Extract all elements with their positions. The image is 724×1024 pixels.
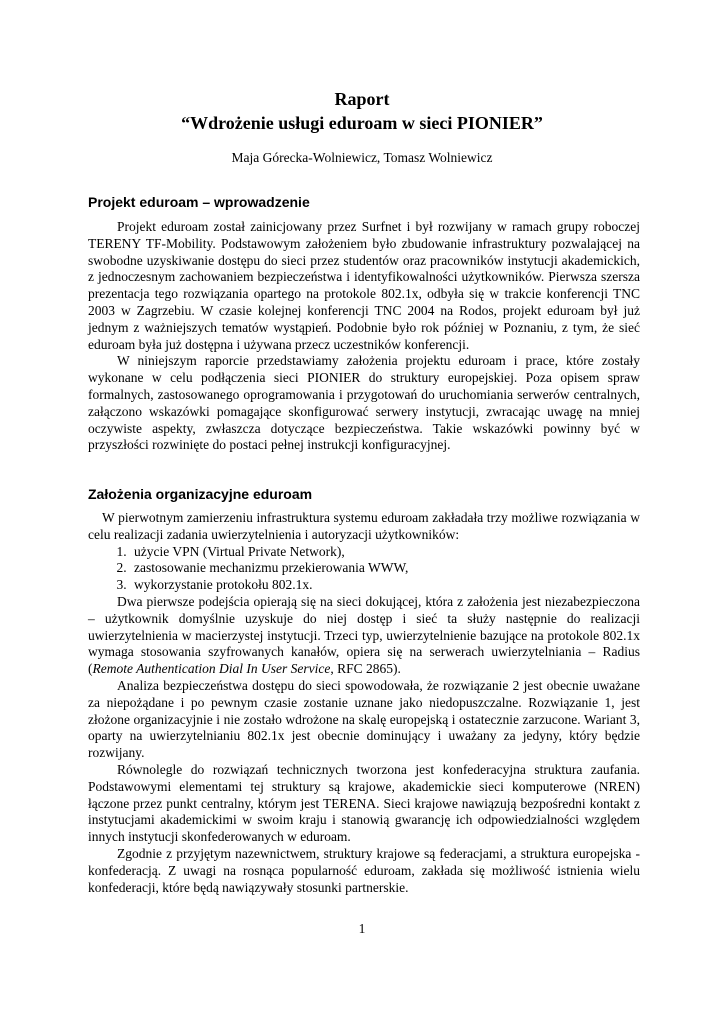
list-item: 1. użycie VPN (Virtual Private Network),: [130, 544, 640, 561]
paragraph: W pierwotnym zamierzeniu infrastruktura systemu eduroam zakładała trzy możliwe rozwiązania w celu realizacji zadania uwierzytelnienia i autoryzacji użytkowników:: [88, 510, 640, 542]
solutions-list: [88, 544, 640, 594]
list-item: 2. zastosowanie mechanizmu przekierowania WWW,: [130, 560, 640, 577]
page-number: 1: [358, 921, 366, 936]
section2-body: [88, 510, 640, 896]
list-item: 3. wykorzystanie protokołu 802.1x.: [130, 577, 640, 594]
paragraph: Projekt eduroam został zainicjowany przez Surfnet i był rozwijany w ramach grupy roboczej TERENY TF-Mobility. Podstawowym założeniem było zbudowanie infrastruktury pozwalającej na swobodne uzyskiwanie dostępu do sieci przez studentów oraz pracowników instytucji akademickich, z jednoczesnym zachowaniem bezpieczeństwa i identyfikowalności użytkowników. Pierwsza szersza prezentacja tego rozwiązania opartego na protokole 802.1x, odbyła się w trakcie konferencji TNC 2003 w Zagrzebiu. W czasie kolejnej konferencji TNC 2004 na Rodos, projekt eduroam był już jednym z ważniejszych tematów wystąpień. Podobnie było rok później w Poznaniu, z tym, że sieć eduroam była już dostępna i używana przecz uczestników konferencji.: [88, 219, 640, 352]
section1-heading: Projekt eduroam – wprowadzenie: [88, 194, 310, 210]
paragraph: Analiza bezpieczeństwa dostępu do sieci spowodowała, że rozwiązanie 2 jest obecnie uważane za niepożądane i po pewnym czasie zostanie uznane jako niedopuszczalne. Rozwiązanie 1, jest złożone organizacyjnie i nie zostało wdrożone na skalę europejską i ostatecznie zarzucone. Wariant 3, oparty na uwierzytelnianiu 802.1x jest obecnie dominujący i uważany za jedyny, który będzie rozwijany.: [88, 677, 640, 761]
authors: Maja Górecka-Wolniewicz, Tomasz Wolniewicz: [231, 150, 493, 165]
title-line-1: Raport: [334, 89, 390, 109]
paragraph: W niniejszym raporcie przedstawiamy założenia projektu eduroam i prace, które zostały wykonane w celu podłączenia sieci PIONIER do struktury europejskiej. Poza opisem spraw formalnych, zastosowanego oprogramowania i przygotowań do uruchomiania serwerów centralnych, załączono wskazówki pomagające skonfigurować serwery instytucji, zwracając uwagę na mniej oczywiste aspekty, zwłaszcza dotyczące bezpieczeństwa. Takie wskazówki powinny być w przyszłości rozwinięte do postaci pełnej instrukcji konfiguracyjnej.: [88, 353, 640, 453]
section1-body: [88, 219, 640, 454]
section2-heading: Założenia organizacyjne eduroam: [88, 486, 313, 502]
section-heading: [88, 485, 640, 503]
text-run: Dwa pierwsze podejścia opierają się na sieci dokującej, która z założenia jest niezabezpieczona – użytkownik domyślnie uzyskuje do niej dostęp i sieć ta służy następnie do realizacji uwierzytelnienia w macierzystej instytucji. Trzeci typ, uwierzytelnienie bazujące na protokole 802.1x wymaga stosowania szyfrowanych kanałów, opiera się na serwerach uwierzytelniania – Radius (: [88, 593, 640, 677]
report-title: [0, 87, 724, 135]
italic-term: Remote Authentication Dial In User Service: [92, 661, 331, 677]
text-run: , RFC 2865).: [330, 661, 401, 677]
title-line-2: “Wdrożenie usługi eduroam w sieci PIONIER”: [181, 113, 543, 133]
section-heading: [88, 193, 640, 211]
paragraph: Zgodnie z przyjętym nazewnictwem, struktury krajowe są federacjami, a struktura europejska - konfederacją. Z uwagi na rosnąca popularność eduroam, zakłada się możliwość istnienia wielu konfederacji, które będą nawiązywały stosunki partnerskie.: [88, 845, 640, 895]
paragraph: Równolegle do rozwiązań technicznych tworzona jest konfederacyjna struktura zaufania. Podstawowymi elementami tej struktury są krajowe, akademickie sieci komputerowe (NREN) łączone przez punkt centralny, którym jest TERENA. Sieci krajowe nawiązują bezpośredni kontakt z instytucjami akademickimi w swoim kraju i stanowią gwarancję ich odpowiedzialności względem innych instytucji skonfederowanych w eduroam.: [88, 761, 640, 845]
paragraph: [88, 594, 640, 678]
